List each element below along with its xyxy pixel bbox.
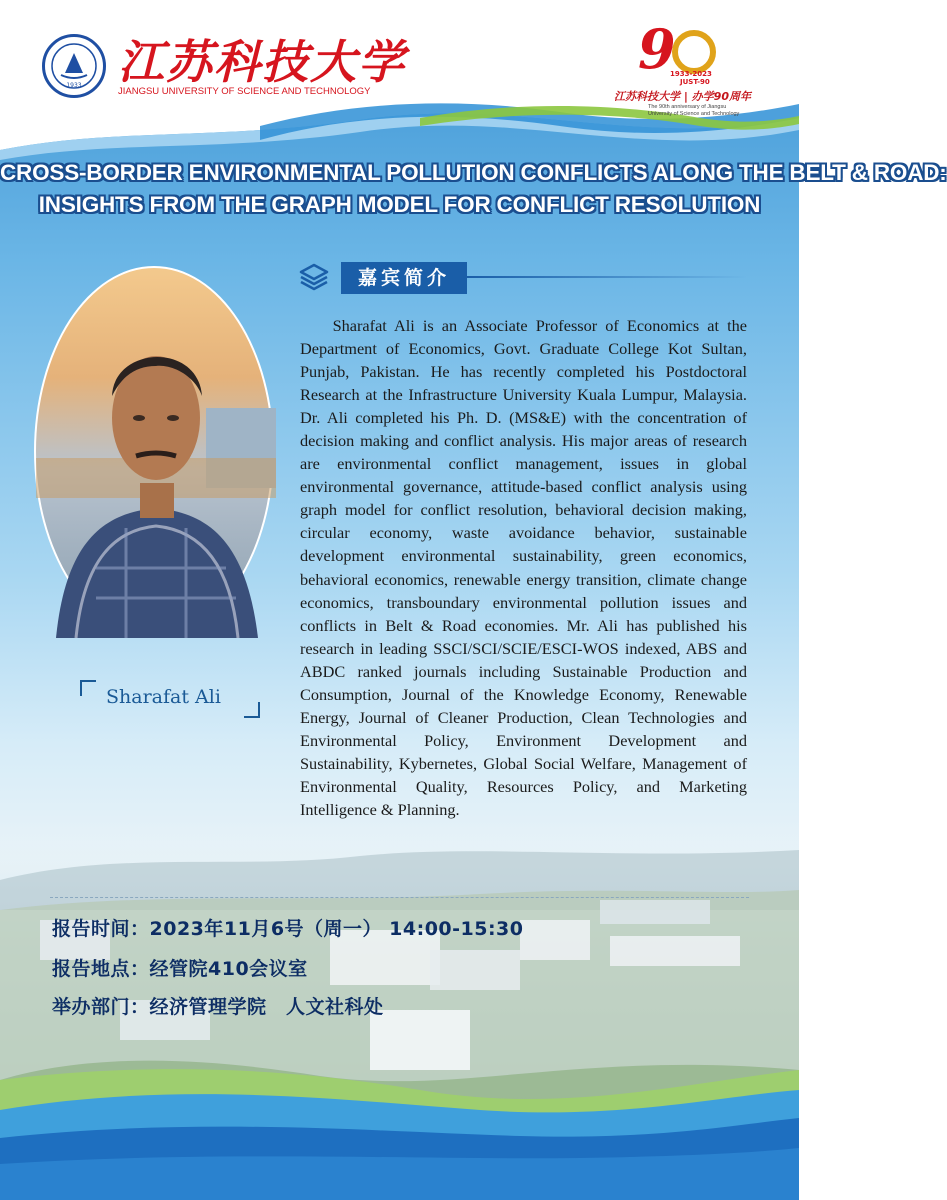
- event-host: 举办部门：经济管理学院 人文社科处: [52, 996, 384, 1018]
- anniversary-tagline: 江苏科技大学 | 办学90周年: [614, 90, 751, 103]
- svg-text:9: 9: [638, 17, 676, 81]
- anniversary-subtitle-en: The 90th anniversary of Jiangsu University of Science and Technology: [648, 104, 740, 117]
- university-name-en: JIANGSU UNIVERSITY OF SCIENCE AND TECHNOLOGY: [118, 86, 371, 97]
- speaker-portrait: [34, 266, 274, 636]
- speaker-bio: Sharafat Ali is an Associate Professor of Economics at the Department of Economics, Govt. Graduate College Kot Sultan, Punjab, Pakistan. He has recently completed his Postdoctoral Research at the Infrastructure University Kuala Lumpur, Malaysia. Dr. Ali completed his Ph. D. (MS&E) with the concentration of decision making and conflict analysis. His major areas of research are environmental conflict management, issues in global environmental governance, attitude-based conflict analysis using graph model for conflict resolution, behavioral decision making, circular economy, waste avoidance behavior, sustainable development environmental sustainability, green economics, behavioral economics, renewable energy transition, climate change economics, transboundary environmental pollution issues and conflicts in Belt & Road economies. Mr. Ali has published his research in leading SSCI/SCI/SCIE/ESCI-WOS indexed, ABS and ABDC ranked journals including Sustainable Production and Consumption, Journal of the Knowledge Economy, Renewable Energy, Journal of Cleaner Production, Clean Technologies and Environmental Policy, Environment Development and Sustainability, Kybernetes, Global Social Welfare, Management of Environmental Quality, Resources Policy, and Marketing Intelligence & Planning.: [300, 316, 747, 819]
- talk-title-line-1: CROSS-BORDER ENVIRONMENTAL POLLUTION CONFLICTS ALONG THE BELT & ROAD:: [0, 160, 947, 185]
- name-bracket-right: [244, 702, 260, 718]
- anniversary-90-logo: [636, 17, 720, 86]
- layers-icon: [298, 262, 330, 292]
- speaker-name: Sharafat Ali: [106, 686, 221, 708]
- event-time: 报告时间：2023年11月6号（周一） 14:00-15:30: [52, 918, 524, 940]
- name-bracket-left: [80, 680, 96, 696]
- speaker-intro-heading: 嘉宾简介: [341, 262, 467, 294]
- university-seal-logo: [42, 34, 106, 98]
- footer-wave-graphic: [0, 1040, 799, 1200]
- talk-title-line-2: INSIGHTS FROM THE GRAPH MODEL FOR CONFLICT RESOLUTION: [38, 192, 761, 217]
- seal-year: 1933: [66, 82, 82, 89]
- info-divider: [50, 897, 749, 898]
- heading-rule: [467, 276, 747, 278]
- university-name-cn: 江苏科技大学: [118, 35, 406, 89]
- anniversary-years: 1933-2023: [670, 70, 712, 78]
- anniversary-badge: JUST-90: [680, 78, 710, 86]
- event-location: 报告地点：经管院410会议室: [52, 958, 308, 980]
